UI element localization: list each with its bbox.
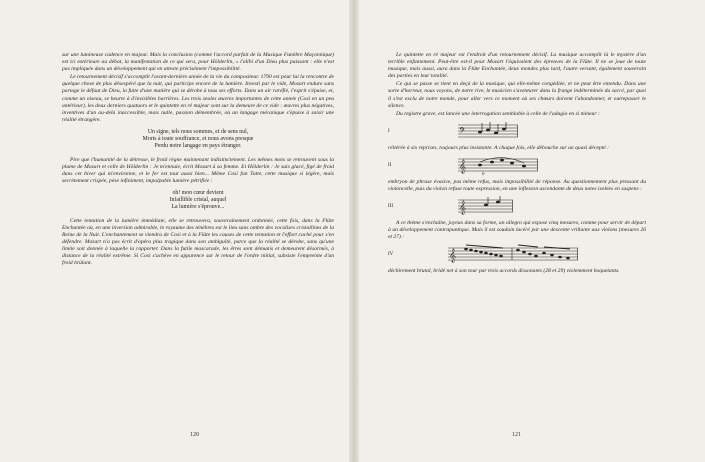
music-example — [388, 244, 646, 264]
paragraph: sur une lumineuse cadence en majeur. Mais la conclusion (comme l'accord parfait de la Musique Funèbre Maçonnique) est ici extérieure au débat, la manifestation de ce qui sera, pour Hölderlin, « l'alibi d'un Dieu plus puissant : elle n'est pas impliquée dans un développement qui en atteste précisément l'impossibilité. — [62, 52, 334, 73]
svg-text:𝄞: 𝄞 — [459, 158, 467, 173]
music-caption: réitérée à six reprises, toujours plus insistante. A chaque fois, elle débouche sur un quasi décepté : — [388, 144, 609, 151]
verse-line: Infaillible cristal, auquel — [169, 197, 227, 204]
music-staff — [458, 121, 518, 141]
book-gutter — [349, 0, 359, 462]
music-staff — [448, 244, 578, 264]
verse-quote — [62, 190, 334, 212]
page-number: 121 — [512, 432, 521, 438]
music-example-label: I — [388, 128, 390, 134]
music-example-label: II — [388, 162, 392, 168]
verse-line: La lumière s'éprouve... — [171, 204, 225, 211]
svg-text:𝄞: 𝄞 — [459, 200, 467, 215]
right-page — [388, 52, 646, 277]
music-example-label: IV — [388, 252, 394, 258]
music-caption: embryon de phrase évasive, pas même refus, mais impossibilité de réponse. Au questionnement plus pressant du violoncelle, puis du violon refuse toute expression, en une inflexion ascendante de deux notes isolées en suspens : — [388, 178, 646, 193]
paragraph: Le retournement décisif s'accomplit l'avant-dernière année de la vie du compositeur. 1790 est pour lui la rencontre de quelque chose de plus désespéré que la nuit, qui participe encore de la lumière. Investi par le vide, Mozart endure sans partage le défaut de Dieu, la fuite d'une matière qui se dérobe à tous ses efforts. Dans un air raréfié, l'esprit s'épuise, et, comme un oiseau, se heurte à d'invisibles barrières. Les trois seules œuvres importantes de cette année (Così en un peu antérieur), les deux derniers quatuors et le quintette en ré majeur sont sur la demeure de ce vide : œuvres plus négatives, inventives d'un au-delà inaccessible, mais nulle, passion démembrée, où un langage mécanique s'épuise à saisir une réalité étrangère. — [62, 74, 334, 123]
page-number: 120 — [190, 432, 199, 438]
paragraph: Pire que l'humanité de la détresse, le froid règne maintenant indistinctement. Les mêmes mots se retrouvent sous la plume de Mozart et celle de Hölderlin : Je m'ennuie, écrit Mozart à sa femme. Et Hölderlin : Je suis glacé, figé de froid dans cet hiver qui m'environne, et le fer est tout aussi bien... Même Così fan Tutte, cette musique si légère, mais secrètement crispée, pèse infiniment, impalpable lumière pétrifiée : — [62, 156, 334, 184]
music-example — [388, 155, 646, 175]
paragraph: Cette tentation de la lumière immédiate, elle se retrouvera, souverainement ordonnée, cette fois, dans la Flûte Enchantée où, en une inversion admirable, le royaume des ténèbres est le lieu sans ombre des vocalises cristallines de la Reine de la Nuit. L'enchantement se viendra de Così et à la Flûte les causes de cette tentation et l'effort caché pour s'en défendre. Mozart n'a pas écrit d'opéra plus tragique dans son ambiguïté, parce que la réalité se dérobe, sans qu'une limite soit donnée à laquelle la rapporter. Dans la futile mascarade, les êtres sont démunis et demeurent désarmés, à distance de la réalité extrême. Si Così s'achève en apparence sur le retour de l'ordre initial, subsiste l'empreinte d'un froid brûlant. — [62, 217, 334, 267]
music-example — [388, 196, 646, 216]
verse-line: oh! mon cœur devient — [172, 189, 224, 196]
verse-quote — [62, 129, 334, 151]
music-caption: déchirement brutal, bridé net à son tour par trois accords dissonants (28 et 29) violemment hoquetants. — [388, 268, 620, 275]
paragraph: Ce qui se passe se tient en deçà de la musique, qui elle-même congédiée, et ne peut être entendu. Dans une sorte d'horreur, nous voyons, de notre rive, le musicien s'aventurer dans la frange indéterminée du sacré, par quoi il s'est exclu de notre monde, pour aller vers ce moment où ses chœurs doivent l'abandonner, et outrepasser le silence. — [388, 81, 646, 109]
music-example-label: III — [388, 204, 393, 210]
verse-line: Perdu notre langage en pays étranger. — [154, 143, 242, 150]
music-caption: A ce thème s'enchaîne, joyeux dans sa forme, un allegro qui expose cinq mesures, comme pour servir de départ à un développement contrapuntique. Mais il est soudain lacéré par une descente vrillante aux violons (mesures 26 et 27) : — [388, 220, 646, 241]
music-example — [388, 121, 646, 141]
svg-text:𝄢: 𝄢 — [459, 126, 466, 138]
left-page — [62, 52, 334, 268]
paragraph: Le quintette en ré majeur est l'endroit d'un retournement décisif. La musique accomplit là le mystère d'un terrible enfantement. Peut-être est-il pour Mozart l'équivalent des épreuves de la Flûte. Il ne se joue de toute musique, mais aussi, aura dans la Flûte Enchantée, deux mondes plus tard, l'autre versant, également souverain des parties en leur totalité. — [388, 52, 646, 80]
svg-text:𝄞: 𝄞 — [449, 248, 457, 263]
paragraph: Du registre grave, est lancée une interrogation semblable à celle de l'adagio en si mineur : — [396, 110, 600, 117]
verse-line: Un signe, tels nous sommes, et de sens nul, — [147, 128, 249, 135]
music-staff — [458, 155, 538, 175]
music-staff — [458, 196, 513, 216]
verse-line: Morts à toute souffrance, et nous avons presque — [142, 136, 254, 143]
svg-text:p: p — [482, 171, 485, 175]
